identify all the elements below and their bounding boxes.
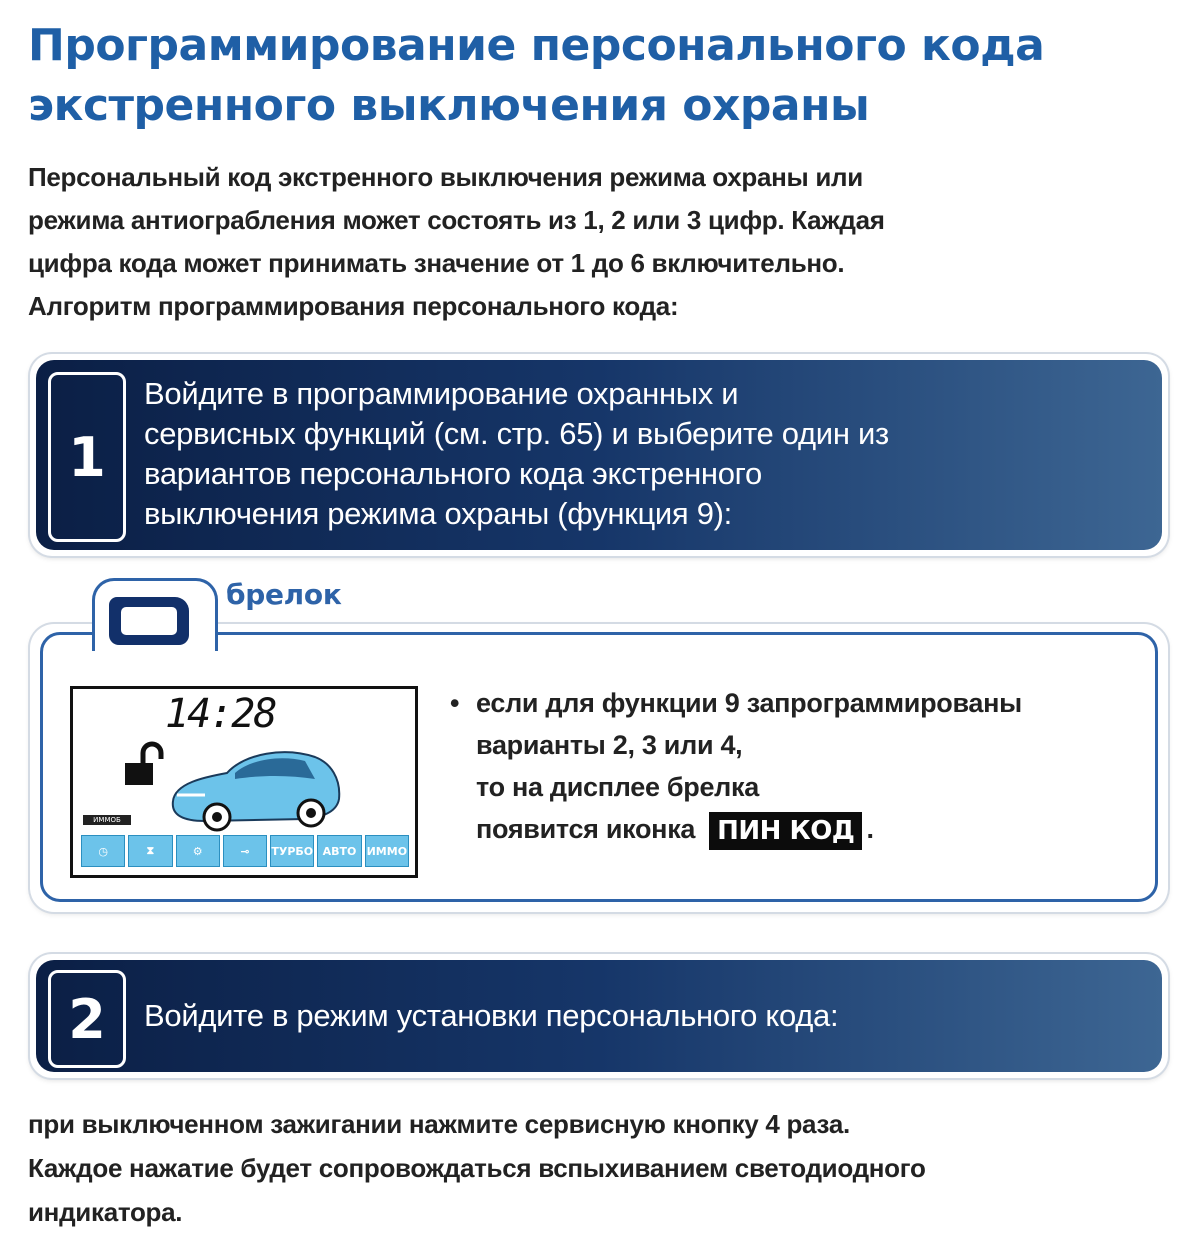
intro-line-2: режима антиограбления может состоять из 1, 2 или 3 цифр. Каждая	[28, 205, 885, 235]
outro-paragraph	[28, 1102, 1158, 1234]
lcd-icon-row	[81, 835, 409, 867]
key-fob-icon	[109, 597, 189, 645]
lcd-immo-label: ИММОБ	[83, 815, 131, 825]
step-1-line-3: вариантов персонального кода экстренного	[144, 456, 762, 491]
fob-lcd-display	[70, 686, 418, 878]
fob-line-4-text: появится иконка	[476, 814, 696, 844]
intro-line-4: Алгоритм программирования персонального кода:	[28, 291, 679, 321]
outro-line-1: при выключенном зажигании нажмите сервисную кнопку 4 раза.	[28, 1109, 850, 1139]
key-fob-screen	[121, 607, 177, 635]
step-2-banner	[36, 960, 1162, 1072]
intro-paragraph	[28, 156, 1148, 328]
car-icon	[165, 739, 345, 835]
fob-label: брелок	[226, 578, 342, 611]
page-title	[28, 16, 1158, 136]
unlocked-padlock-icon	[121, 741, 165, 789]
step-1-banner	[36, 360, 1162, 550]
step-1-text	[144, 374, 1142, 534]
turbo-icon: ТУРБО	[270, 835, 314, 867]
intro-line-3: цифра кода может принимать значение от 1 до 6 включительно.	[28, 248, 845, 278]
fob-line-1-text: если для функции 9 запрограммированы	[476, 688, 1022, 718]
lcd-time: 14:28	[165, 691, 276, 737]
title-line-2: экстренного выключения охраны	[28, 80, 870, 131]
bullet: •	[450, 688, 460, 718]
auto-icon: АВТО	[317, 835, 361, 867]
fob-line-2: варианты 2, 3 или 4,	[476, 730, 743, 760]
outro-line-3: индикатора.	[28, 1197, 183, 1227]
wrench-icon: ⊸	[223, 835, 267, 867]
step-2-number: 2	[48, 970, 126, 1068]
title-line-1: Программирование персонального кода	[28, 20, 1045, 71]
step-2-text: Войдите в режим установки персонального кода:	[144, 998, 839, 1033]
fob-line-3: то на дисплее брелка	[476, 772, 759, 802]
fob-line-4	[448, 808, 1138, 850]
service-icon: ⚙	[176, 835, 220, 867]
step-1-line-2: сервисных функций (см. стр. 65) и выберите один из	[144, 416, 889, 451]
intro-line-1: Персональный код экстренного выключения режима охраны или	[28, 162, 863, 192]
fob-description	[448, 682, 1138, 850]
step-1-line-1: Войдите в программирование охранных и	[144, 376, 739, 411]
fob-line-1	[448, 682, 1138, 724]
step-1-number: 1	[48, 372, 126, 542]
hourglass-icon: ⧗	[128, 835, 172, 867]
step-2-box	[30, 954, 1168, 1078]
clock-icon: ◷	[81, 835, 125, 867]
fob-line-4-end: .	[866, 814, 874, 844]
pin-code-badge: ПИН КОД	[709, 812, 862, 850]
outro-line-2: Каждое нажатие будет сопровождаться вспыхиванием светодиодного	[28, 1153, 926, 1183]
step-1-line-4: выключения режима охраны (функция 9):	[144, 496, 732, 531]
step-1-box	[30, 354, 1168, 556]
immo-icon: ИММО	[365, 835, 409, 867]
fob-tab	[92, 578, 218, 651]
